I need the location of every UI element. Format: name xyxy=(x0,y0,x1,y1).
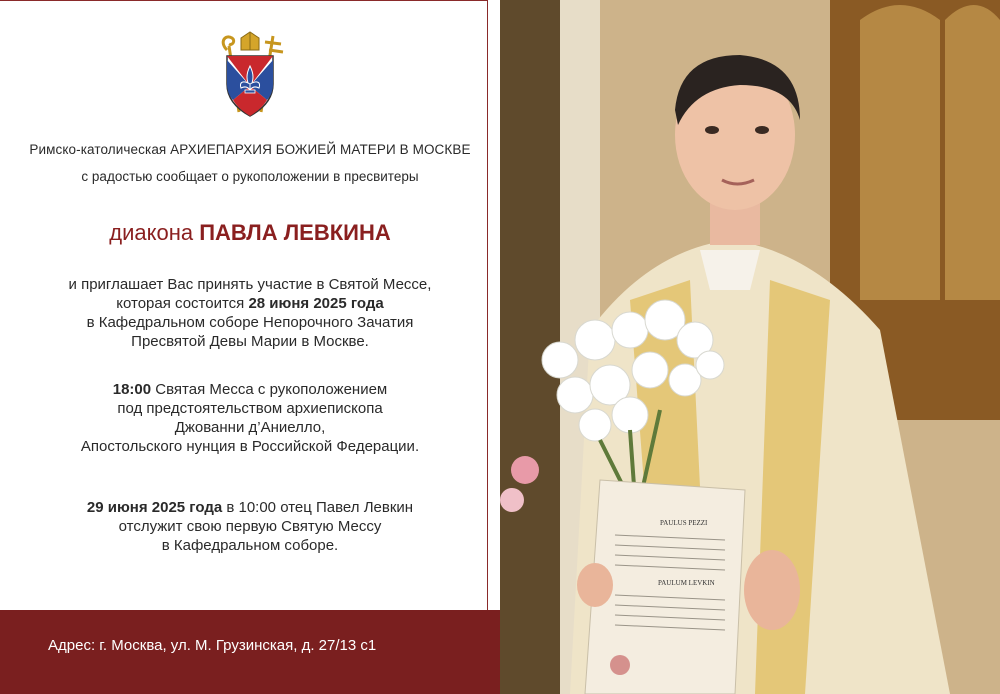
invitation-line: и приглашает Вас принять участие в Святой Мессе, xyxy=(68,276,432,293)
first-mass-text: в 10:00 отец Павел Левкин xyxy=(222,499,414,516)
invitation-line: Пресвятой Девы Марии в Москве. xyxy=(131,333,369,350)
first-mass-date: 29 июня 2025 года xyxy=(86,499,223,516)
first-mass-line: отслужит свою первую Святую Мессу xyxy=(118,518,382,535)
archdiocese-coat-of-arms xyxy=(205,30,295,122)
address-text: Адрес: г. Москва, ул. М. Грузинская, д. 27/13 с1 xyxy=(48,637,377,654)
ordination-date: 28 июня 2025 года xyxy=(248,295,384,312)
announcement-line: с радостью сообщает о рукоположении в пресвитеры xyxy=(81,169,419,184)
document-name: PAULUM LEVKIN xyxy=(658,579,715,587)
deacon-name: ПАВЛА ЛЕВКИНА xyxy=(199,220,391,245)
address-footer xyxy=(0,610,500,694)
mass-line xyxy=(0,380,500,399)
mass-line: Апостольского нунция в Российской Федерации. xyxy=(80,438,420,455)
photo-illustration xyxy=(500,0,1000,694)
mass-line: под предстоятельством архиепископа xyxy=(117,400,383,417)
first-mass-line xyxy=(0,498,500,517)
invitation-paragraph xyxy=(0,275,500,351)
first-mass-paragraph xyxy=(0,498,500,555)
mass-paragraph xyxy=(0,380,500,456)
document-title: PAULUS PEZZI xyxy=(660,519,708,527)
invitation-text: которая состоится xyxy=(116,295,249,312)
first-mass-line: в Кафедральном соборе. xyxy=(161,537,339,554)
deacon-title: диакона xyxy=(109,220,194,245)
mass-line: Джованни д’Аниелло, xyxy=(174,419,326,436)
mass-text: Святая Месса с рукоположением xyxy=(151,381,388,398)
invitation-line: в Кафедральном соборе Непорочного Зачатия xyxy=(86,314,414,331)
archdiocese-name: Римско-католическая АРХИЕПАРХИЯ БОЖИЕЙ МАТЕРИ В МОСКВЕ xyxy=(29,142,471,157)
priest-photo xyxy=(500,0,1000,694)
deacon-heading xyxy=(0,220,500,246)
invitation-line xyxy=(0,294,500,313)
mass-time: 18:00 xyxy=(112,381,152,398)
